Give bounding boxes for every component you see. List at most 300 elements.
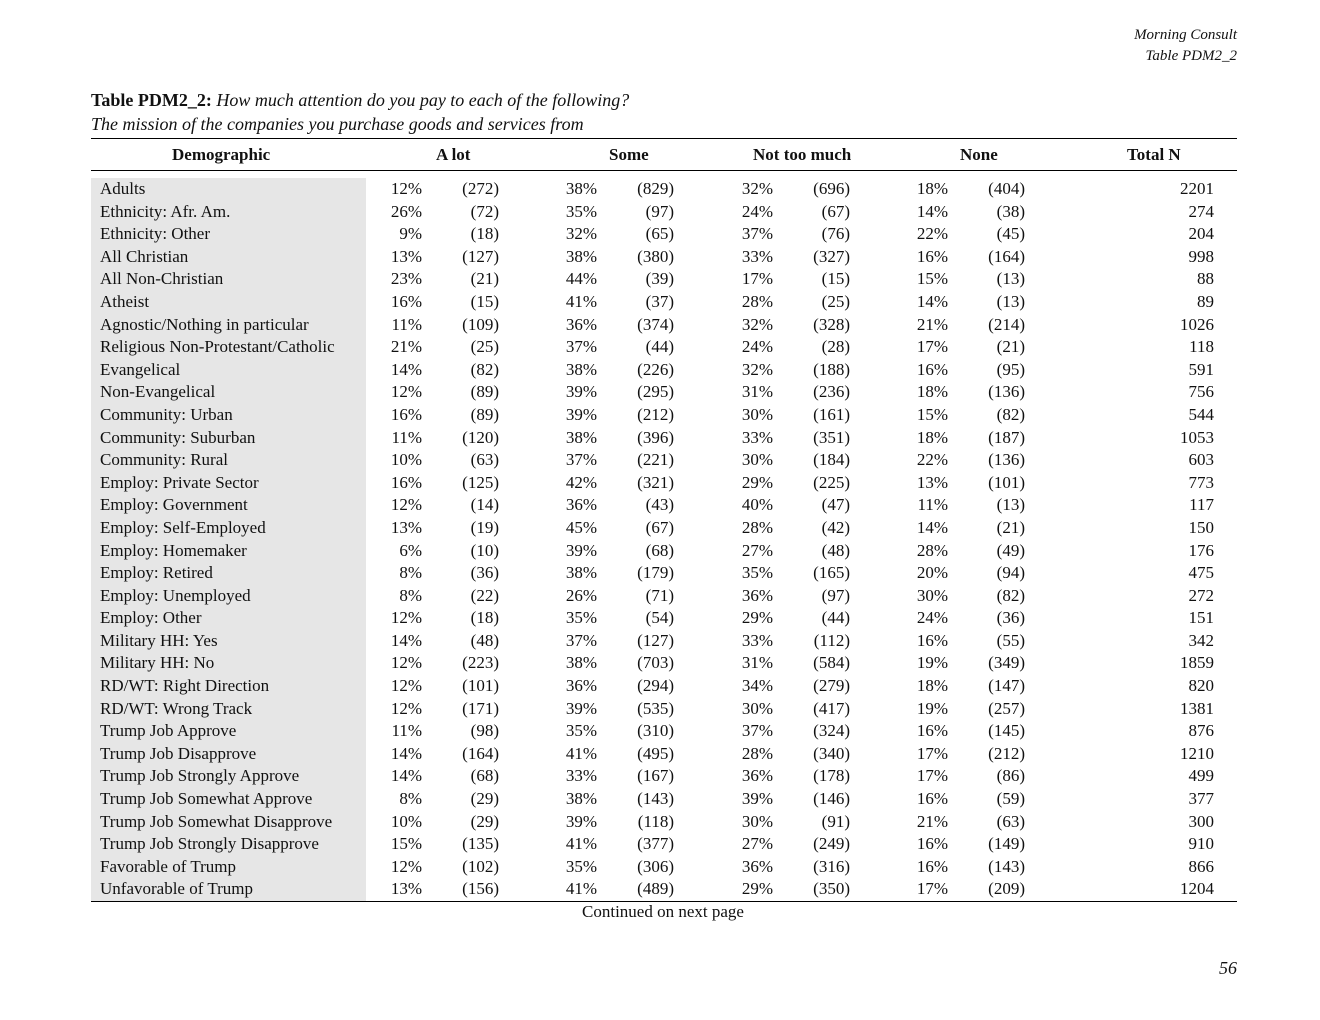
cell-a-lot-pct: 12% (390, 179, 422, 198)
cell-some-n: (118) (637, 811, 674, 831)
cell-none-pct: 16% (916, 789, 948, 809)
table-row (91, 675, 1237, 698)
cell-none-pct: 17% (916, 766, 948, 786)
cell-some-pct: 33% (565, 766, 597, 786)
cell-a-lot-pct: 15% (390, 834, 422, 854)
row-label: Employ: Unemployed (100, 585, 251, 605)
cell-a-lot-n: (164) (462, 743, 499, 763)
cell-some-pct: 38% (565, 653, 597, 673)
row-label: Military HH: No (100, 653, 215, 673)
cell-none-pct: 11% (917, 495, 948, 515)
cell-a-lot-n: (101) (462, 676, 499, 696)
cell-not-too-much-pct: 29% (741, 608, 773, 628)
cell-some-pct: 44% (565, 269, 597, 289)
cell-a-lot-n: (272) (462, 179, 499, 198)
table-row (91, 517, 1237, 540)
cell-none-n: (349) (988, 653, 1025, 673)
cell-total-n: 88 (1197, 269, 1214, 289)
cell-none-pct: 15% (916, 269, 948, 289)
row-label: Trump Job Strongly Approve (100, 766, 300, 786)
cell-some-n: (97) (645, 201, 674, 221)
cell-a-lot-pct: 13% (390, 879, 422, 899)
cell-none-n: (101) (988, 472, 1025, 492)
cell-some-n: (829) (637, 179, 674, 198)
row-label: Trump Job Disapprove (100, 743, 257, 763)
cell-a-lot-pct: 21% (390, 337, 422, 357)
cell-some-n: (535) (637, 698, 674, 718)
cell-some-pct: 39% (565, 540, 597, 560)
table-header-row (91, 139, 1237, 170)
cell-none-pct: 24% (916, 608, 948, 628)
cell-some-n: (495) (637, 743, 674, 763)
cell-none-n: (59) (996, 789, 1025, 809)
cell-some-pct: 35% (565, 608, 597, 628)
table-row (91, 404, 1237, 427)
cell-none-n: (164) (988, 246, 1025, 266)
cell-a-lot-n: (89) (470, 404, 499, 424)
cell-none-n: (21) (996, 337, 1025, 357)
row-label: Favorable of Trump (100, 856, 236, 876)
cell-some-pct: 37% (565, 337, 597, 357)
table-header-rule (91, 170, 1237, 171)
cell-none-pct: 14% (916, 517, 948, 537)
cell-some-pct: 36% (565, 495, 597, 515)
cell-a-lot-n: (29) (470, 789, 499, 809)
cell-not-too-much-n: (178) (813, 766, 850, 786)
cell-some-n: (295) (637, 382, 674, 402)
cell-a-lot-pct: 11% (391, 427, 422, 447)
cell-not-too-much-n: (236) (813, 382, 850, 402)
cell-a-lot-n: (18) (470, 608, 499, 628)
cell-not-too-much-n: (225) (813, 472, 850, 492)
cell-none-pct: 16% (916, 856, 948, 876)
cell-some-pct: 32% (565, 224, 597, 244)
cell-none-pct: 16% (916, 834, 948, 854)
cell-not-too-much-n: (184) (813, 450, 850, 470)
cell-not-too-much-n: (44) (821, 608, 850, 628)
cell-none-n: (63) (996, 811, 1025, 831)
cell-not-too-much-n: (351) (813, 427, 850, 447)
cell-some-pct: 39% (565, 404, 597, 424)
cell-some-pct: 42% (565, 472, 597, 492)
cell-a-lot-pct: 10% (390, 811, 422, 831)
cell-some-pct: 41% (565, 291, 597, 311)
table-row (91, 314, 1237, 337)
cell-a-lot-n: (109) (462, 314, 499, 334)
cell-not-too-much-n: (188) (813, 359, 850, 379)
cell-a-lot-pct: 14% (390, 766, 422, 786)
row-label: Community: Rural (100, 450, 228, 470)
cell-a-lot-n: (171) (462, 698, 499, 718)
cell-some-n: (167) (637, 766, 674, 786)
cell-some-n: (321) (637, 472, 674, 492)
cell-none-n: (94) (996, 563, 1025, 583)
col-header-some: Some (609, 145, 649, 164)
cell-not-too-much-pct: 30% (741, 404, 773, 424)
row-label: Employ: Government (100, 495, 248, 515)
table-row (91, 427, 1237, 450)
cell-a-lot-n: (15) (470, 291, 499, 311)
cell-a-lot-pct: 8% (399, 563, 422, 583)
table-row (91, 223, 1237, 246)
cell-none-n: (36) (996, 608, 1025, 628)
cell-a-lot-pct: 9% (399, 224, 422, 244)
cell-none-pct: 20% (916, 563, 948, 583)
cell-none-n: (147) (988, 676, 1025, 696)
table-row (91, 788, 1237, 811)
cell-some-n: (71) (645, 585, 674, 605)
row-label: Community: Urban (100, 404, 233, 424)
cell-a-lot-pct: 12% (390, 382, 422, 402)
cell-some-pct: 35% (565, 856, 597, 876)
cell-some-pct: 36% (565, 314, 597, 334)
cell-a-lot-pct: 16% (390, 472, 422, 492)
table-row (91, 472, 1237, 495)
cell-total-n: 475 (1188, 563, 1214, 583)
cell-total-n: 118 (1189, 337, 1214, 357)
cell-a-lot-n: (18) (470, 224, 499, 244)
cell-total-n: 773 (1188, 472, 1214, 492)
cell-not-too-much-n: (417) (813, 698, 850, 718)
cell-some-pct: 45% (565, 517, 597, 537)
cell-none-pct: 18% (916, 427, 948, 447)
cell-total-n: 151 (1188, 608, 1214, 628)
cell-not-too-much-pct: 31% (741, 653, 773, 673)
cell-some-n: (396) (637, 427, 674, 447)
cell-total-n: 591 (1188, 359, 1214, 379)
cell-none-pct: 16% (916, 630, 948, 650)
cell-not-too-much-n: (25) (821, 291, 850, 311)
cell-not-too-much-n: (350) (813, 879, 850, 899)
cell-total-n: 1381 (1180, 698, 1214, 718)
cell-total-n: 820 (1188, 676, 1214, 696)
cell-a-lot-pct: 23% (390, 269, 422, 289)
cell-a-lot-n: (21) (470, 269, 499, 289)
cell-not-too-much-n: (42) (821, 517, 850, 537)
cell-not-too-much-pct: 37% (741, 721, 773, 741)
cell-not-too-much-pct: 17% (741, 269, 773, 289)
row-label: RD/WT: Right Direction (100, 676, 270, 696)
cell-a-lot-pct: 12% (390, 676, 422, 696)
cell-some-n: (377) (637, 834, 674, 854)
cell-not-too-much-pct: 24% (741, 337, 773, 357)
cell-not-too-much-pct: 37% (741, 224, 773, 244)
cell-not-too-much-pct: 39% (741, 789, 773, 809)
cell-not-too-much-n: (67) (821, 201, 850, 221)
cell-some-n: (226) (637, 359, 674, 379)
cell-a-lot-n: (125) (462, 472, 499, 492)
cell-not-too-much-n: (249) (813, 834, 850, 854)
cell-none-pct: 14% (916, 291, 948, 311)
cell-some-pct: 35% (565, 201, 597, 221)
cell-some-n: (65) (645, 224, 674, 244)
cell-not-too-much-pct: 27% (741, 540, 773, 560)
cell-a-lot-n: (98) (470, 721, 499, 741)
cell-some-n: (67) (645, 517, 674, 537)
cell-not-too-much-pct: 28% (741, 743, 773, 763)
cell-a-lot-n: (36) (470, 563, 499, 583)
table-row (91, 449, 1237, 472)
cell-a-lot-pct: 12% (390, 495, 422, 515)
cell-total-n: 603 (1188, 450, 1214, 470)
cell-not-too-much-pct: 28% (741, 517, 773, 537)
cell-some-pct: 38% (565, 246, 597, 266)
cell-not-too-much-n: (91) (821, 811, 850, 831)
cell-total-n: 274 (1188, 201, 1214, 221)
row-label: Trump Job Somewhat Approve (100, 789, 313, 809)
cell-total-n: 1210 (1180, 743, 1214, 763)
title-label: Table PDM2_2: (91, 90, 212, 110)
cell-none-n: (13) (996, 269, 1025, 289)
row-label: RD/WT: Wrong Track (100, 698, 253, 718)
cell-not-too-much-pct: 29% (741, 472, 773, 492)
cell-total-n: 1204 (1180, 879, 1214, 899)
cell-some-n: (703) (637, 653, 674, 673)
title-subtitle: The mission of the companies you purchase goods and services from (91, 114, 584, 134)
cell-not-too-much-n: (324) (813, 721, 850, 741)
row-label: Trump Job Strongly Disapprove (100, 834, 319, 854)
row-label: Atheist (100, 291, 150, 311)
row-label: All Non-Christian (100, 269, 224, 289)
cell-not-too-much-n: (112) (813, 630, 850, 650)
cell-total-n: 544 (1188, 404, 1214, 424)
cell-some-pct: 41% (565, 879, 597, 899)
cell-not-too-much-pct: 27% (741, 834, 773, 854)
col-header-total-n: Total N (1127, 145, 1181, 164)
cell-some-n: (380) (637, 246, 674, 266)
row-label: Ethnicity: Afr. Am. (100, 201, 231, 221)
table-row (91, 246, 1237, 269)
cell-total-n: 89 (1197, 291, 1214, 311)
cell-none-n: (45) (996, 224, 1025, 244)
row-label: Trump Job Approve (100, 721, 237, 741)
cell-not-too-much-n: (279) (813, 676, 850, 696)
cell-none-n: (82) (996, 585, 1025, 605)
cell-a-lot-n: (63) (470, 450, 499, 470)
cell-total-n: 998 (1188, 246, 1214, 266)
cell-none-n: (209) (988, 879, 1025, 899)
cell-none-pct: 17% (916, 743, 948, 763)
cell-a-lot-n: (48) (470, 630, 499, 650)
cell-none-n: (38) (996, 201, 1025, 221)
table-row (91, 268, 1237, 291)
cell-none-pct: 22% (916, 450, 948, 470)
running-header (1134, 25, 1237, 67)
cell-not-too-much-pct: 28% (741, 291, 773, 311)
cell-some-n: (143) (637, 789, 674, 809)
cell-some-pct: 26% (565, 585, 597, 605)
cell-none-n: (136) (988, 450, 1025, 470)
cell-a-lot-pct: 11% (391, 721, 422, 741)
cell-some-pct: 38% (565, 179, 597, 198)
row-label: Agnostic/Nothing in particular (100, 314, 309, 334)
cell-total-n: 2201 (1180, 179, 1214, 198)
cell-none-pct: 30% (916, 585, 948, 605)
col-header-not-too-much: Not too much (753, 145, 852, 164)
cell-none-n: (404) (988, 179, 1025, 198)
cell-a-lot-n: (120) (462, 427, 499, 447)
cell-a-lot-n: (19) (470, 517, 499, 537)
cell-some-n: (306) (637, 856, 674, 876)
cell-none-pct: 16% (916, 246, 948, 266)
cell-none-n: (95) (996, 359, 1025, 379)
cell-some-pct: 39% (565, 698, 597, 718)
cell-none-pct: 19% (916, 698, 948, 718)
table-row (91, 811, 1237, 834)
row-label: Evangelical (100, 359, 181, 379)
cell-a-lot-pct: 12% (390, 653, 422, 673)
cell-some-pct: 35% (565, 721, 597, 741)
table-row (91, 833, 1237, 856)
cell-a-lot-n: (102) (462, 856, 499, 876)
table-row (91, 720, 1237, 743)
cell-some-n: (489) (637, 879, 674, 899)
cell-a-lot-pct: 8% (399, 585, 422, 605)
table-row (91, 878, 1237, 901)
cell-not-too-much-pct: 30% (741, 811, 773, 831)
cell-none-n: (212) (988, 743, 1025, 763)
cell-some-pct: 38% (565, 563, 597, 583)
cell-a-lot-pct: 12% (390, 698, 422, 718)
table-title (91, 88, 1237, 136)
row-label: Adults (100, 179, 146, 198)
cell-total-n: 910 (1188, 834, 1214, 854)
continued-note: Continued on next page (582, 902, 744, 921)
cell-a-lot-n: (89) (470, 382, 499, 402)
table-row (91, 540, 1237, 563)
cell-a-lot-pct: 12% (390, 856, 422, 876)
row-label: Ethnicity: Other (100, 224, 211, 244)
cell-none-pct: 16% (916, 359, 948, 379)
row-label: All Christian (100, 246, 189, 266)
cell-none-pct: 14% (916, 201, 948, 221)
row-label: Employ: Other (100, 608, 202, 628)
cell-none-pct: 28% (916, 540, 948, 560)
cell-some-n: (212) (637, 404, 674, 424)
cell-total-n: 876 (1188, 721, 1214, 741)
row-label: Community: Suburban (100, 427, 256, 447)
cell-total-n: 1026 (1180, 314, 1214, 334)
cell-some-pct: 38% (565, 359, 597, 379)
cell-not-too-much-pct: 35% (741, 563, 773, 583)
cell-total-n: 499 (1188, 766, 1214, 786)
title-question: How much attention do you pay to each of the following? (216, 90, 630, 110)
cell-a-lot-n: (223) (462, 653, 499, 673)
cell-not-too-much-pct: 33% (741, 427, 773, 447)
cell-total-n: 176 (1188, 540, 1214, 560)
cell-not-too-much-pct: 40% (741, 495, 773, 515)
table-row (91, 585, 1237, 608)
col-header-none: None (960, 145, 998, 164)
cell-a-lot-pct: 6% (399, 540, 422, 560)
cell-not-too-much-n: (15) (821, 269, 850, 289)
crosstab-table (91, 138, 1237, 902)
cell-not-too-much-n: (696) (813, 179, 850, 198)
cell-none-n: (55) (996, 630, 1025, 650)
cell-not-too-much-n: (76) (821, 224, 850, 244)
cell-none-pct: 19% (916, 653, 948, 673)
cell-some-pct: 37% (565, 450, 597, 470)
cell-a-lot-n: (127) (462, 246, 499, 266)
cell-none-pct: 18% (916, 382, 948, 402)
table-body (91, 178, 1237, 901)
row-label: Trump Job Somewhat Disapprove (100, 811, 333, 831)
cell-a-lot-pct: 13% (390, 517, 422, 537)
cell-not-too-much-pct: 24% (741, 201, 773, 221)
cell-none-n: (13) (996, 495, 1025, 515)
cell-some-n: (310) (637, 721, 674, 741)
cell-none-n: (214) (988, 314, 1025, 334)
cell-a-lot-pct: 13% (390, 246, 422, 266)
cell-a-lot-n: (72) (470, 201, 499, 221)
cell-total-n: 204 (1188, 224, 1214, 244)
table-row (91, 765, 1237, 788)
cell-not-too-much-n: (327) (813, 246, 850, 266)
row-label: Employ: Retired (100, 563, 213, 583)
cell-total-n: 342 (1188, 630, 1214, 650)
cell-not-too-much-n: (584) (813, 653, 850, 673)
cell-total-n: 377 (1188, 789, 1214, 809)
table-row (91, 652, 1237, 675)
cell-some-n: (68) (645, 540, 674, 560)
cell-some-pct: 39% (565, 382, 597, 402)
cell-a-lot-pct: 16% (390, 404, 422, 424)
cell-total-n: 866 (1188, 856, 1214, 876)
cell-not-too-much-pct: 32% (741, 314, 773, 334)
cell-none-n: (86) (996, 766, 1025, 786)
table-row (91, 381, 1237, 404)
row-label: Military HH: Yes (100, 630, 218, 650)
cell-not-too-much-pct: 30% (741, 450, 773, 470)
cell-not-too-much-pct: 36% (741, 585, 773, 605)
cell-not-too-much-pct: 36% (741, 856, 773, 876)
cell-some-pct: 38% (565, 789, 597, 809)
cell-a-lot-n: (82) (470, 359, 499, 379)
cell-a-lot-pct: 14% (390, 359, 422, 379)
cell-a-lot-pct: 16% (390, 291, 422, 311)
cell-some-n: (294) (637, 676, 674, 696)
cell-some-n: (221) (637, 450, 674, 470)
cell-a-lot-pct: 14% (390, 743, 422, 763)
row-label: Employ: Homemaker (100, 540, 247, 560)
cell-not-too-much-pct: 29% (741, 879, 773, 899)
cell-some-pct: 37% (565, 630, 597, 650)
cell-not-too-much-n: (28) (821, 337, 850, 357)
cell-none-n: (82) (996, 404, 1025, 424)
cell-none-pct: 15% (916, 404, 948, 424)
table-row (91, 856, 1237, 879)
cell-a-lot-pct: 14% (390, 630, 422, 650)
cell-total-n: 300 (1188, 811, 1214, 831)
cell-total-n: 1859 (1180, 653, 1214, 673)
header-org: Morning Consult (1134, 27, 1237, 43)
cell-not-too-much-n: (316) (813, 856, 850, 876)
header-table-id: Table PDM2_2 (1145, 48, 1237, 64)
cell-some-pct: 36% (565, 676, 597, 696)
table-row (91, 630, 1237, 653)
cell-some-n: (54) (645, 608, 674, 628)
cell-not-too-much-pct: 32% (741, 179, 773, 198)
cell-not-too-much-pct: 30% (741, 698, 773, 718)
cell-not-too-much-n: (48) (821, 540, 850, 560)
cell-total-n: 117 (1189, 495, 1214, 515)
table-row (91, 743, 1237, 766)
cell-none-n: (13) (996, 291, 1025, 311)
cell-none-n: (49) (996, 540, 1025, 560)
cell-not-too-much-pct: 32% (741, 359, 773, 379)
cell-some-pct: 41% (565, 743, 597, 763)
cell-none-pct: 13% (916, 472, 948, 492)
